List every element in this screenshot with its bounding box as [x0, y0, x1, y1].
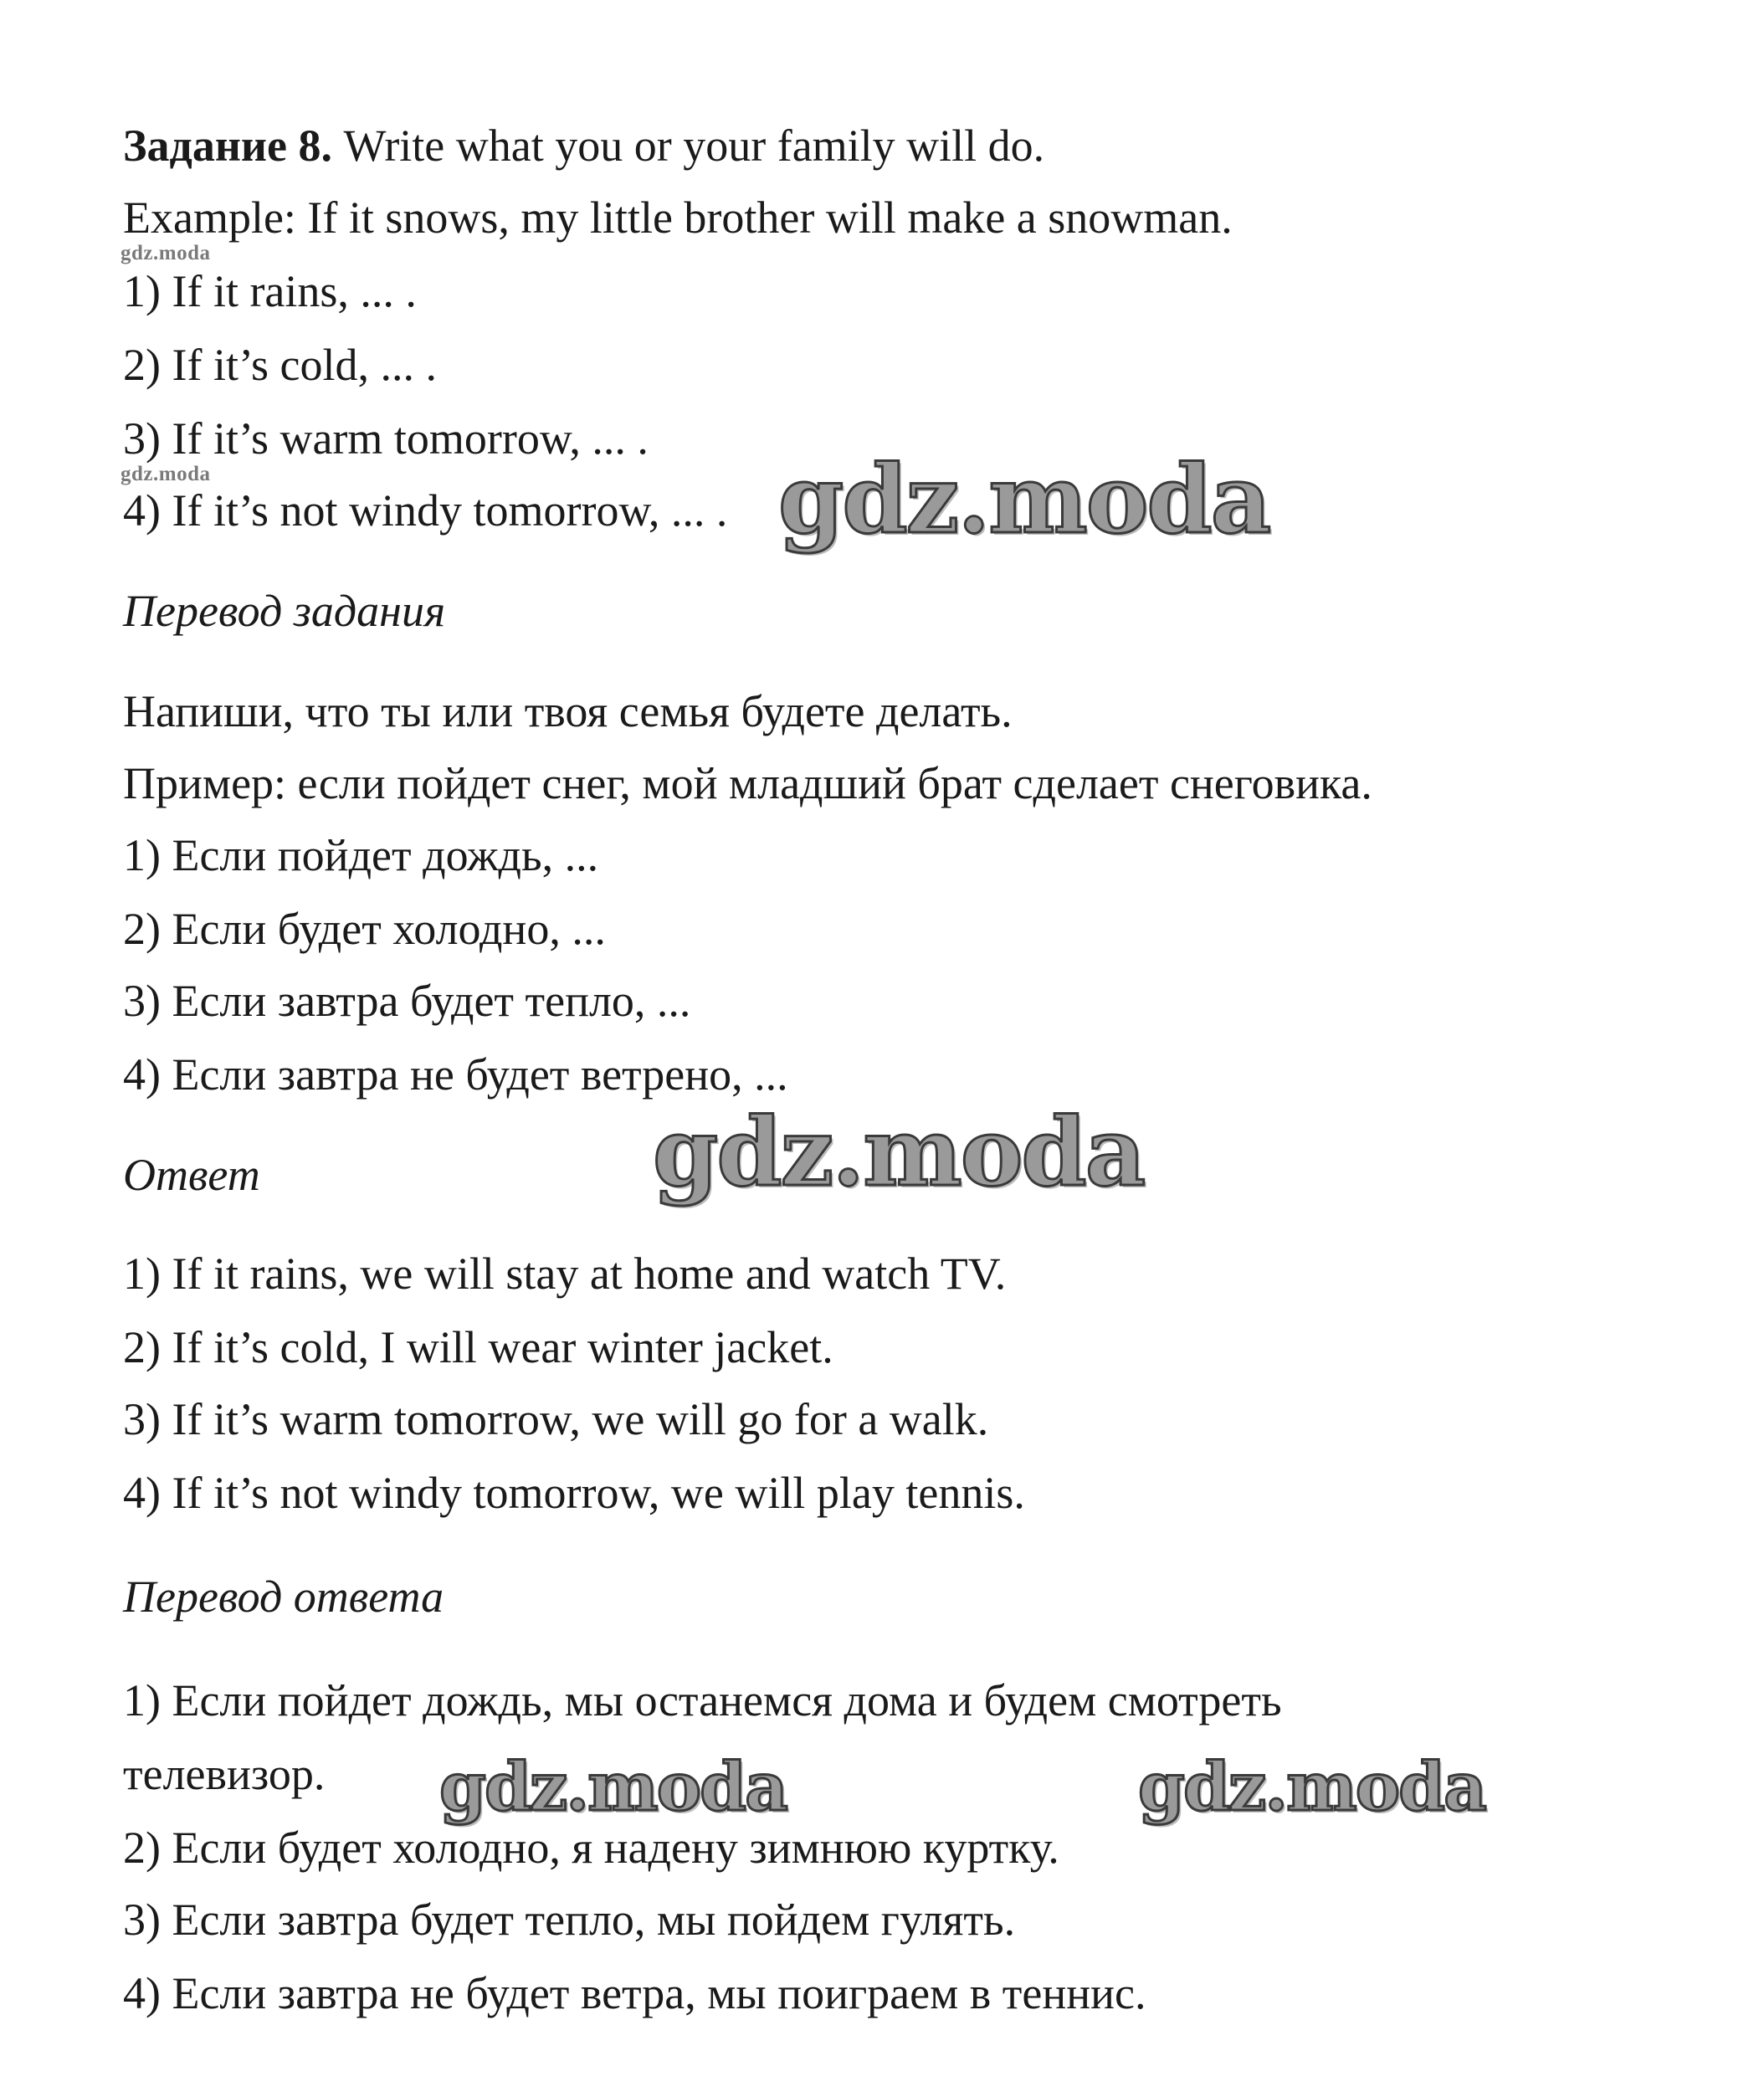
answer-translation-item-1: 1) Если пойдет дождь, мы останемся дома и будем смотреть — [123, 1675, 1282, 1725]
task-translation-instruction: Напиши, что ты или твоя семья будете делать. — [123, 686, 1013, 736]
task-item-1: 1) If it rains, ... . — [123, 266, 417, 316]
answer-item-2: 2) If it’s cold, I will wear winter jacket. — [123, 1322, 833, 1372]
task-translation-heading: Перевод задания — [123, 586, 446, 636]
answer-translation-item-4: 4) Если завтра не будет ветра, мы поиграем в теннис. — [123, 1968, 1146, 2018]
watermark-large-2: gdz.moda — [653, 1098, 1145, 1208]
task-translation-item-3: 3) Если завтра будет тепло, ... — [123, 976, 691, 1026]
task-item-3: 3) If it’s warm tomorrow, ... . — [123, 413, 649, 464]
answer-heading: Ответ — [123, 1150, 260, 1200]
watermark-small-1: gdz.moda — [121, 242, 211, 264]
answer-translation-item-3: 3) Если завтра будет тепло, мы пойдем гулять. — [123, 1895, 1016, 1945]
task-translation-item-4: 4) Если завтра не будет ветрено, ... — [123, 1049, 788, 1100]
task-number: Задание 8. — [123, 120, 333, 171]
answer-translation-item-1-cont: телевизор. — [123, 1749, 326, 1799]
task-translation-example: Пример: если пойдет снег, мой младший брат сделает снеговика. — [123, 758, 1372, 808]
task-translation-item-2: 2) Если будет холодно, ... — [123, 904, 606, 954]
answer-translation-item-2: 2) Если будет холодно, я надену зимнюю куртку. — [123, 1823, 1059, 1873]
answer-translation-heading: Перевод ответа — [123, 1572, 444, 1622]
task-heading — [123, 119, 1044, 172]
task-instruction: Write what you or your family will do. — [332, 120, 1045, 171]
task-translation-item-1: 1) Если пойдет дождь, ... — [123, 830, 599, 880]
answer-item-3: 3) If it’s warm tomorrow, we will go for a walk. — [123, 1394, 989, 1444]
task-item-4: 4) If it’s not windy tomorrow, ... . — [123, 485, 728, 536]
watermark-small-2: gdz.moda — [121, 463, 211, 485]
task-example: Example: If it snows, my little brother will make a snowman. — [123, 192, 1233, 243]
answer-item-4: 4) If it’s not windy tomorrow, we will play tennis. — [123, 1468, 1025, 1518]
answer-item-1: 1) If it rains, we will stay at home and watch TV. — [123, 1249, 1007, 1299]
watermark-mid-1: gdz.moda — [439, 1747, 787, 1826]
watermark-mid-2: gdz.moda — [1138, 1747, 1485, 1826]
task-item-2: 2) If it’s cold, ... . — [123, 340, 437, 390]
watermark-large-1: gdz.moda — [778, 445, 1270, 555]
